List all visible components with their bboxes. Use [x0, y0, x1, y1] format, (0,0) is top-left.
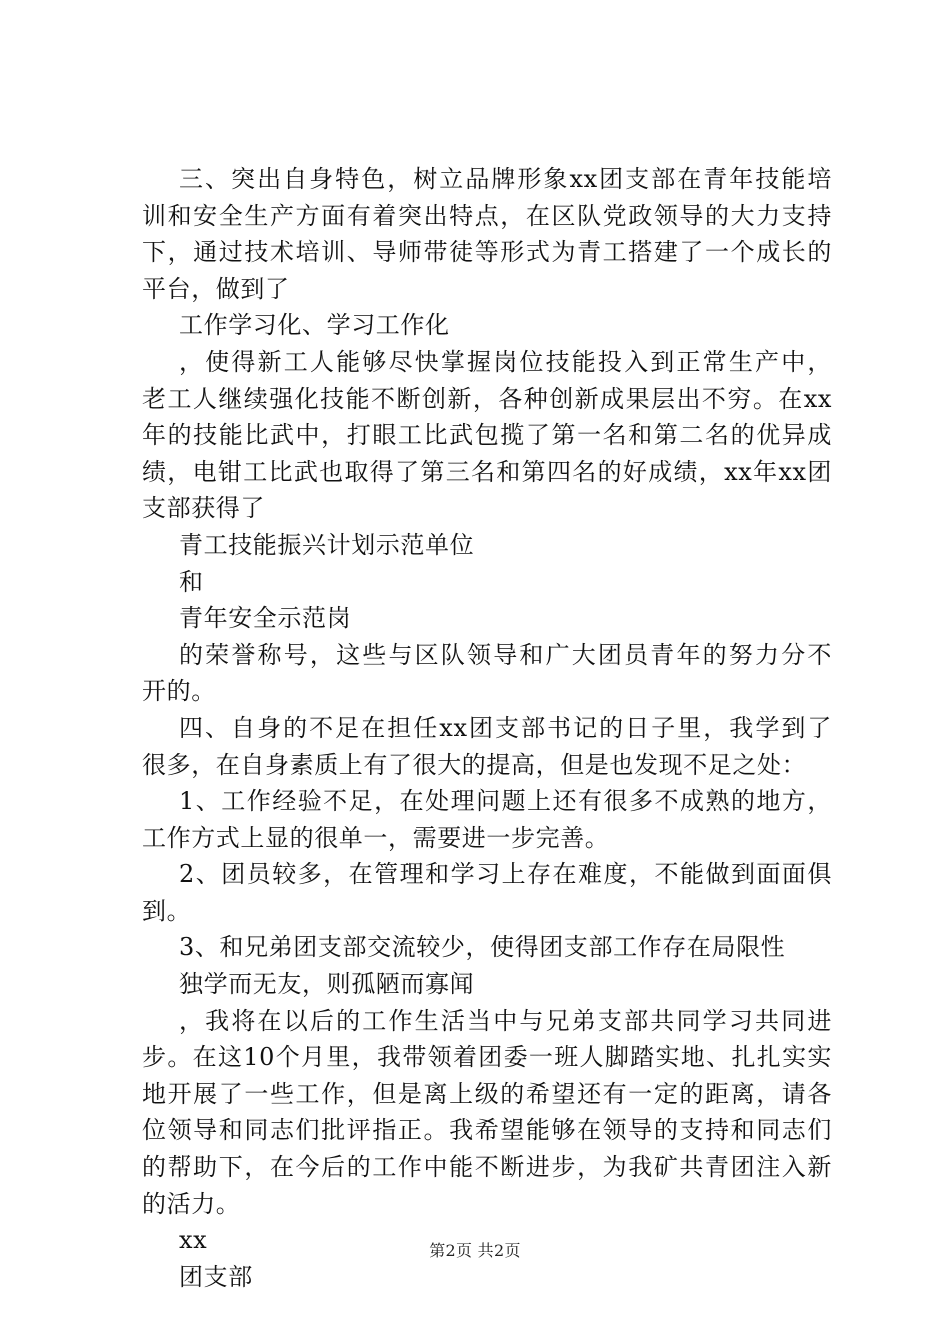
text-line: 和: [179, 567, 204, 596]
text-line: xx: [179, 1226, 208, 1255]
text-line: 位领导和同志们批评指正。我希望能够在领导的支持和同志们: [142, 1116, 832, 1145]
text-line: 下，通过技术培训、导师带徒等形式为青工搭建了一个成长的: [142, 238, 832, 267]
text-line: 工作方式上显的很单一，需要进一步完善。: [142, 823, 610, 852]
text-line: 3、和兄弟团支部交流较少，使得团支部工作存在局限性: [179, 933, 786, 962]
text-line: 的活力。: [142, 1189, 241, 1218]
text-line: 平台，做到了: [142, 274, 290, 303]
text-line: 绩，电钳工比武也取得了第三名和第四名的好成绩，xx年xx团: [142, 457, 832, 486]
text-line: 1、工作经验不足，在处理问题上还有很多不成熟的地方，: [179, 787, 832, 816]
text-line: 老工人继续强化技能不断创新，各种创新成果层出不穷。在xx: [142, 384, 832, 413]
text-line: 的荣誉称号，这些与区队领导和广大团员青年的努力分不: [179, 640, 832, 669]
text-line: 青工技能振兴计划示范单位: [179, 530, 475, 559]
text-line: 三、突出自身特色，树立品牌形象xx团支部在青年技能培: [179, 165, 832, 193]
text-line: ，使得新工人能够尽快掌握岗位技能投入到正常生产中，: [179, 347, 832, 376]
text-line: 很多，在自身素质上有了很大的提高，但是也发现不足之处：: [142, 750, 807, 779]
text-line: 步。在这10个月里，我带领着团委一班人脚踏实地、扎扎实实: [142, 1043, 832, 1072]
text-line: 四、自身的不足在担任xx团支部书记的日子里，我学到了: [179, 713, 832, 742]
text-line: 青年安全示范岗: [179, 604, 352, 633]
document-body: [142, 161, 832, 1295]
text-line: 年的技能比武中，打眼工比武包揽了第一名和第二名的优异成: [142, 421, 832, 450]
text-line: 到。: [142, 896, 192, 925]
text-line: 2、团员较多，在管理和学习上存在难度，不能做到面面俱: [179, 860, 832, 889]
text-line: 开的。: [142, 677, 216, 706]
text-line: 工作学习化、学习工作化: [179, 311, 450, 340]
text-line: 地开展了一些工作，但是离上级的希望还有一定的距离，请各: [142, 1079, 832, 1108]
page-footer: 第2页 共2页: [429, 1241, 521, 1260]
text-line: 训和安全生产方面有着突出特点，在区队党政领导的大力支持: [142, 201, 832, 230]
text-line: 支部获得了: [142, 494, 265, 523]
text-line: 的帮助下，在今后的工作中能不断进步，为我矿共青团注入新: [142, 1153, 832, 1182]
text-line: 团支部: [179, 1262, 253, 1291]
text-line: 独学而无友，则孤陋而寡闻: [179, 970, 475, 999]
text-line: ，我将在以后的工作生活当中与兄弟支部共同学习共同进: [179, 1006, 832, 1035]
